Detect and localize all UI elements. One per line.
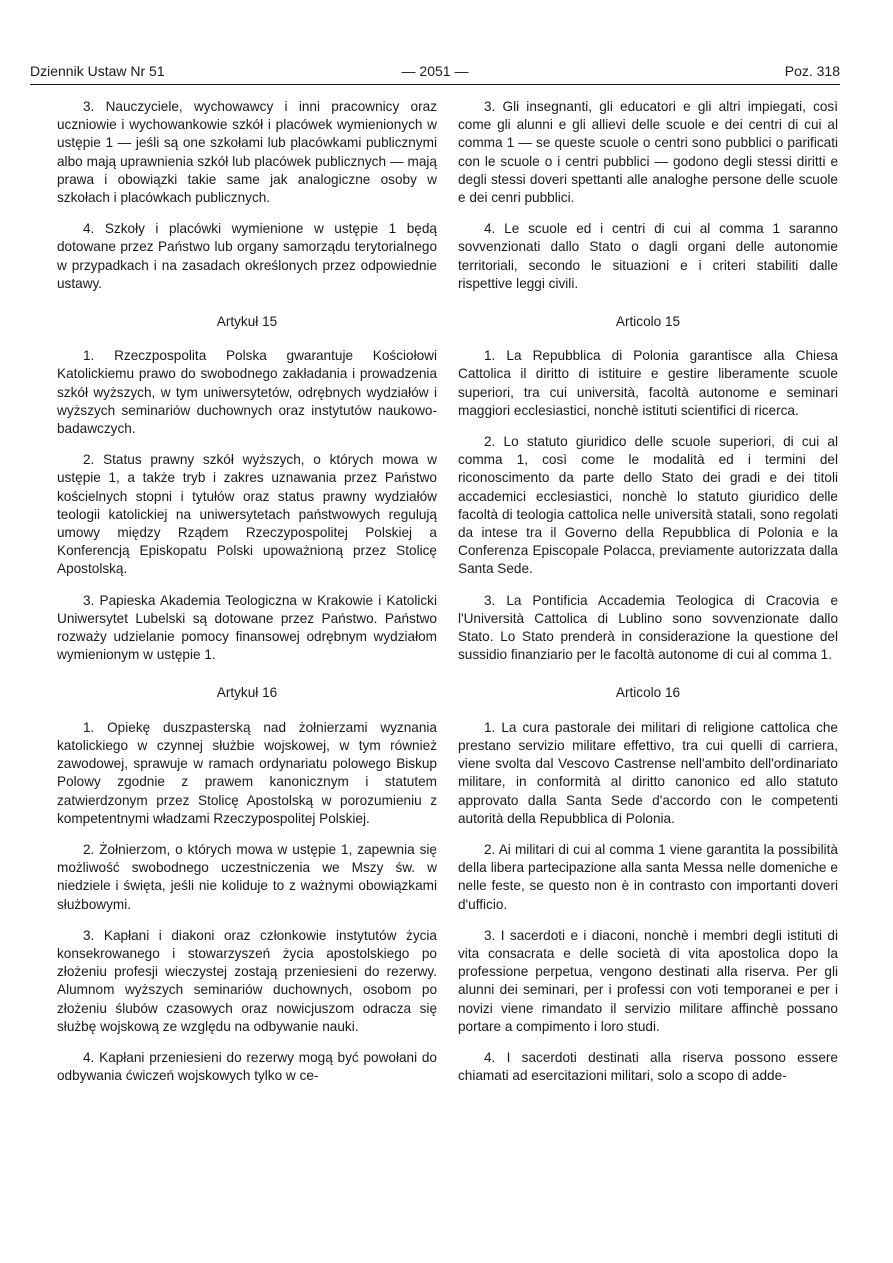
paragraph: 4. I sacerdoti destinati alla riserva possono essere chiamati ad esercitazioni militari, solo a scopo di adde- — [458, 1049, 838, 1084]
paragraph: 3. Kapłani i diakoni oraz członkowie instytutów życia konsekrowanego i stowarzyszeń życia apostolskiego po złożeniu profesji wieczystej zostają przeniesieni do rezerwy. Alumnom wyższych seminariów duchownych, osobom po złożeniu ślubów czasowych oraz nowicjuszom odracza się służbę wojskową ze względu na odbywanie nauki. — [57, 927, 437, 1034]
paragraph: 2. Lo statuto giuridico delle scuole superiori, di cui al comma 1, così come le modalità ed i termini del riconoscimento da parte dello Stato dei gradi e dei titoli accademici ecclesiastici, nonchè lo statuto giuridico delle facoltà di teologia cattolica nelle università statali, sono regolati da intese tra il Governo della Repubblica di Polonia e la Conferenza Episcopale Polacca, previamente autorizzata dalla Santa Sede. — [458, 434, 838, 577]
header-rule — [30, 84, 840, 85]
paragraph: 1. La cura pastorale dei militari di religione cattolica che prestano servizio militare effettivo, tra cui quelli di carriera, viene svolta dal Vescovo Castrense nell'ambito dell'ordinariato militare, in conformità al diritto canonico ed allo statuto approvato dalla Santa Sede d'accordo con le competenti autorità della Repubblica di Polonia. — [458, 719, 838, 826]
polish-column — [57, 98, 437, 1098]
paragraph: 4. Szkoły i placówki wymienione w ustępie 1 będą dotowane przez Państwo lub organy samorządu terytorialnego w przypadkach i na zasadach określonych przez odpowiednie ustawy. — [57, 221, 437, 291]
paragraph: 1. Rzeczpospolita Polska gwarantuje Kościołowi Katolickiemu prawo do swobodnego zakładania i prowadzenia szkół wyższych, w tym uniwersytetów, odrębnych wydziałów i wyższych seminariów duchownych oraz instytutów naukowo-badawczych. — [57, 348, 437, 437]
paragraph: 3. I sacerdoti e i diaconi, nonchè i membri degli istituti di vita consacrata e delle società di vita apostolica dopo la professione perpetua, vengono destinati alla riserva. Per gli alunni dei seminari, per i professi con voti temporanei e per i novizi viene rimandato il servizio militare affinchè possano portare a compimento i loro studi. — [458, 927, 838, 1034]
paragraph: 4. Le scuole ed i centri di cui al comma 1 saranno sovvenzionati dallo Stato o dagli organi delle autonomie territoriali, secondo le situazioni e i criteri stabiliti dalle rispettive leggi civili. — [458, 221, 838, 291]
journal-title: Dziennik Ustaw Nr 51 — [30, 63, 165, 79]
paragraph: 3. Papieska Akademia Teologiczna w Krakowie i Katolicki Uniwersytet Lubelski są dotowane przez Państwo. Państwo rozważy udzielanie pomocy finansowej odrębnym wydziałom wymienionym w ustępie 1. — [57, 592, 437, 663]
page-header — [30, 63, 840, 83]
article-16-heading: Articolo 16 — [615, 685, 681, 701]
italian-column — [458, 98, 838, 1098]
paragraph: 2. Żołnierzom, o których mowa w ustępie 1, zapewnia się możliwość swobodnego uczestniczenia we Mszy św. w niedziele i święta, jeśli nie koliduje to z ważnymi obowiązkami służbowymi. — [57, 841, 437, 912]
paragraph: 3. La Pontificia Accademia Teologica di Cracovia e l'Università Cattolica di Lublino sono sovvenzionate dallo Stato. Lo Stato prenderà in considerazione la questione del sussidio finanziario per le facoltà autonome di cui al comma 1. — [458, 592, 838, 663]
paragraph: 1. Opiekę duszpasterską nad żołnierzami wyznania katolickiego w czynnej służbie wojskowej, w tym również zawodowej, sprawuje w ramach ordynariatu polowego Biskup Polowy zgodnie z prawem kanonicznym i statutem zatwierdzonym przez Stolicę Apostolską w porozumieniu z kompetentnymi władzami Rzeczypospolitej Polskiej. — [57, 719, 437, 826]
paragraph: 2. Status prawny szkół wyższych, o których mowa w ustępie 1, a także tryb i zakres uznawania przez Państwo kościelnych stopni i tytułów oraz status prawny wydziałów teologii katolickiej na uniwersytetach państwowych regulują umowy między Rządem Rzeczypospolitej Polskiej a Konferencją Episkopatu Polski upoważnioną przez Stolicę Apostolską. — [57, 452, 437, 577]
paragraph: 3. Gli insegnanti, gli educatori e gli altri impiegati, così come gli alunni e gli allievi delle scuole e dei centri di cui al comma 1 — se queste scuole o centri sono pubblici o parificati con le scuole o i centri pubblici — godono degli stessi diritti e degli stessi doveri spettanti alle analoghe persone delle scuole e dei cenri pubblici. — [458, 99, 838, 206]
paragraph: 3. Nauczyciele, wychowawcy i inni pracownicy oraz uczniowie i wychowankowie szkół i placówek wymienionych w ustępie 1 — jeśli są one szkołami lub placówkami publicznymi albo mają uprawnienia szkół lub placówek publicznych — mają prawa i obowiązki takie same jak analogiczne osoby w szkołach i placówkach publicznych. — [57, 99, 437, 206]
paragraph: 4. Kapłani przeniesieni do rezerwy mogą być powołani do odbywania ćwiczeń wojskowych tylko w ce- — [57, 1049, 437, 1084]
page-number: — 2051 — — [401, 63, 469, 79]
paragraph: 1. La Repubblica di Polonia garantisce alla Chiesa Cattolica il diritto di istituire e gestire liberamente scuole superiori, tra cui università, facoltà autonome e seminari maggiori ecclesiastici, nonchè istituti scientifici di ricerca. — [458, 348, 838, 418]
position-number: Poz. 318 — [784, 63, 840, 79]
article-16-heading: Artykuł 16 — [216, 685, 278, 701]
article-15-heading: Artykuł 15 — [216, 314, 278, 330]
article-15-heading: Articolo 15 — [615, 314, 681, 330]
paragraph: 2. Ai militari di cui al comma 1 viene garantita la possibilità della libera partecipazione alla santa Messa nelle domeniche e nelle feste, se questo non è in contrasto con importanti doveri d'ufficio. — [458, 841, 838, 912]
